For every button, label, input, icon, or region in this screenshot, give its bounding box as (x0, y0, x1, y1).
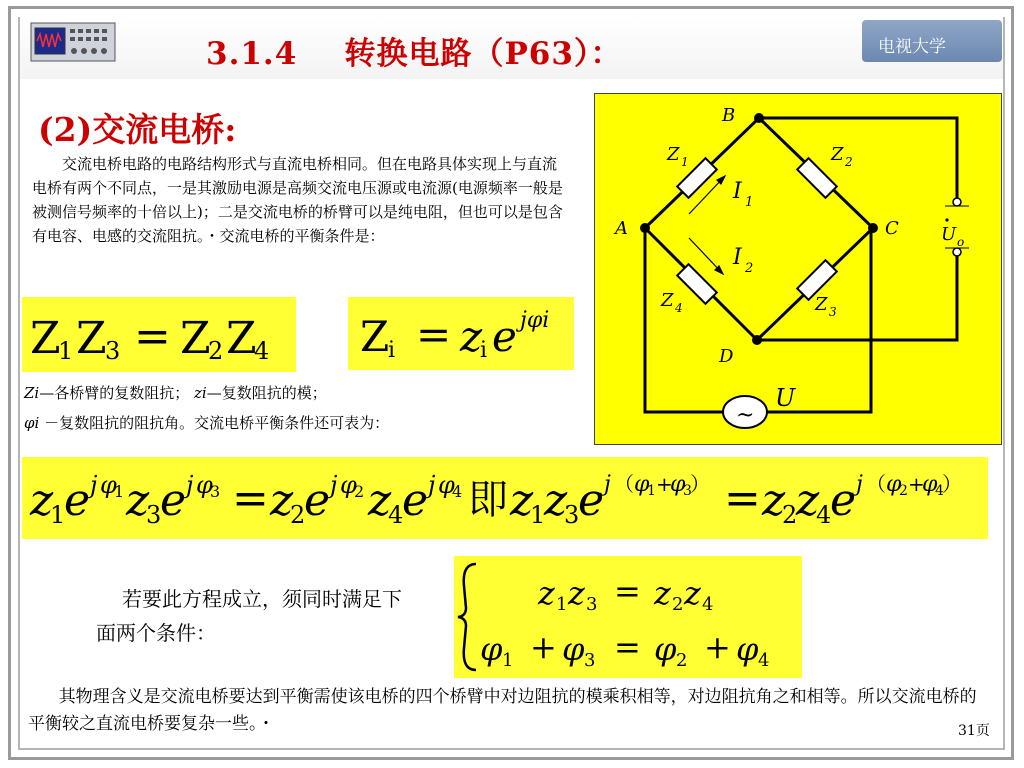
svg-text:j: j (186, 471, 194, 499)
formula-zi-polar (348, 297, 574, 370)
svg-text:4: 4 (452, 482, 463, 501)
svg-text:1: 1 (647, 483, 656, 499)
svg-text:j: j (90, 471, 98, 499)
label-Z1: Z (667, 144, 680, 165)
svg-text:φ: φ (100, 471, 117, 499)
svg-text:3: 3 (146, 501, 162, 529)
svg-text:1: 1 (114, 482, 125, 501)
svg-text:j: j (330, 471, 338, 499)
svg-text:φ: φ (562, 630, 585, 668)
svg-text:Z: Z (180, 313, 211, 364)
formula-conditions-system (454, 556, 802, 678)
svg-text:4: 4 (702, 594, 714, 615)
svg-text:e: e (492, 312, 517, 361)
svg-text:z: z (684, 574, 701, 612)
node-C-label: C (885, 218, 899, 239)
svg-text:即: 即 (468, 477, 508, 523)
svg-text:1: 1 (530, 501, 546, 529)
symbol-definitions (24, 378, 584, 438)
node-A-label: A (615, 218, 628, 239)
svg-text:Z: Z (76, 313, 107, 364)
label-U-source: U (775, 384, 796, 412)
svg-text:jφi: jφi (520, 308, 550, 333)
svg-text:（: （ (614, 472, 634, 496)
svg-text:3: 3 (584, 650, 596, 671)
conditions-text: 若要此方程成立，须同时满足下面两个条件： (96, 587, 402, 645)
node-B-label: B (722, 105, 736, 126)
svg-text:1: 1 (745, 195, 754, 210)
svg-text:j: j (604, 472, 611, 497)
svg-text:（: （ (866, 472, 886, 496)
svg-text:+: + (908, 472, 925, 496)
svg-text:2: 2 (676, 650, 688, 671)
symbol-phi-i: φi (24, 414, 40, 432)
svg-text:z: z (510, 475, 534, 526)
svg-text:3: 3 (564, 501, 580, 529)
svg-text:）: ） (942, 472, 962, 496)
definition-phi-i: －复数阻抗的阻抗角。交流电桥平衡条件还可表为： (39, 414, 390, 432)
ac-source-symbol: ~ (736, 403, 755, 428)
svg-text:3: 3 (105, 337, 121, 365)
svg-text:φ: φ (480, 630, 503, 668)
svg-text:3: 3 (683, 483, 692, 499)
section-subtitle: (2)交流电桥: (38, 110, 237, 149)
definition-line-1 (24, 378, 584, 408)
svg-text:z: z (126, 475, 150, 526)
definition-Zi: —各桥臂的复数阻抗； (39, 384, 190, 402)
svg-text:e: e (304, 475, 331, 526)
svg-text:φ: φ (654, 630, 677, 668)
svg-text:2: 2 (354, 482, 365, 501)
label-Z2: Z (831, 144, 844, 165)
svg-text:=: = (614, 628, 641, 666)
physical-meaning-paragraph: 其物理含义是交流电桥要达到平衡需使该电桥的四个桥臂中对边阻抗的模乘积相等，对边阻抗角之和相等。所以交流电桥的平衡较之直流电桥要复杂一些。・ (28, 687, 977, 734)
school-label: 电视大学 (878, 37, 946, 57)
svg-text:2: 2 (672, 594, 684, 615)
svg-text:j: j (428, 471, 436, 499)
svg-text:e: e (160, 475, 187, 526)
svg-text:=: = (614, 572, 641, 610)
svg-text:+: + (656, 472, 673, 496)
page-number: 31页 (958, 723, 990, 739)
svg-text:）: ） (690, 472, 710, 496)
svg-text:φ: φ (922, 472, 938, 497)
svg-text:z: z (30, 475, 54, 526)
svg-text:2: 2 (290, 501, 306, 529)
definition-line-2 (24, 408, 584, 438)
svg-text:j: j (856, 472, 863, 497)
svg-text:e: e (830, 475, 857, 526)
svg-text:i: i (388, 338, 396, 363)
svg-text:4: 4 (758, 650, 770, 671)
label-Z3: Z (815, 294, 828, 315)
svg-text:1: 1 (50, 501, 66, 529)
svg-text:3: 3 (210, 482, 221, 501)
label-Uo-output: U (941, 224, 957, 245)
svg-text:3: 3 (586, 594, 598, 615)
svg-text:z: z (538, 574, 555, 612)
svg-text:3: 3 (829, 305, 837, 319)
svg-text:z: z (654, 574, 671, 612)
svg-text:φ: φ (736, 630, 759, 668)
svg-text:e: e (64, 475, 91, 526)
definition-zi: —复数阻抗的模； (206, 384, 327, 402)
symbol-zi: zi (194, 384, 207, 402)
svg-text:Z: Z (226, 313, 257, 364)
svg-text:z: z (368, 475, 392, 526)
svg-text:i: i (480, 338, 488, 363)
svg-text:1: 1 (556, 594, 568, 615)
svg-text:4: 4 (816, 501, 832, 529)
formula-balance-exponential (22, 457, 988, 539)
svg-text:φ: φ (196, 471, 213, 499)
svg-text:4: 4 (675, 301, 683, 315)
svg-text:z: z (270, 475, 294, 526)
svg-text:=: = (232, 473, 269, 524)
svg-text:+: + (530, 628, 557, 666)
svg-text:=: = (416, 310, 452, 359)
svg-text:φ: φ (886, 472, 902, 497)
svg-text:o: o (957, 235, 965, 249)
svg-text:2: 2 (782, 501, 798, 529)
label-I2: I (733, 245, 742, 270)
svg-text:φ: φ (670, 472, 686, 497)
svg-text:φ: φ (340, 471, 357, 499)
svg-text:=: = (724, 473, 761, 524)
node-D-label: D (719, 346, 734, 367)
svg-text:z: z (796, 475, 820, 526)
label-I1: I (733, 179, 742, 204)
svg-text:4: 4 (254, 337, 270, 365)
svg-text:z: z (544, 475, 568, 526)
svg-text:4: 4 (388, 501, 404, 529)
intro-paragraph: 交流电桥电路的电路结构形式与直流电桥相同。但在电路具体实现上与直流电桥有两个不同点，一是其激励电源是高频交流电压源或电流源(电源频率一般是被测信号频率的十倍以上)；二是交流电桥的桥臂可以是纯电阻，但也可以是包含有电容、电感的交流阻抗。・交流电桥的平衡条件是： (32, 155, 563, 245)
oscilloscope-logo-icon (30, 22, 116, 62)
svg-text:z: z (460, 312, 483, 361)
label-Z4: Z (661, 290, 674, 311)
ac-bridge-circuit-diagram (594, 93, 1002, 445)
symbol-Zi: Zi (24, 384, 40, 402)
svg-text:2: 2 (745, 261, 754, 276)
svg-text:z: z (762, 475, 786, 526)
svg-text:2: 2 (208, 337, 224, 365)
svg-text:Z: Z (30, 313, 61, 364)
page-title: 3.1.4 转换电路（P63）： (206, 36, 623, 72)
svg-text:2: 2 (845, 155, 853, 169)
svg-text:1: 1 (58, 337, 74, 365)
svg-text:z: z (568, 574, 585, 612)
svg-text:φ: φ (634, 472, 650, 497)
svg-text:=: = (134, 311, 171, 362)
svg-text:1: 1 (681, 155, 689, 169)
svg-text:+: + (704, 628, 731, 666)
svg-text:4: 4 (935, 483, 944, 499)
formula-z1z3-z2z4 (22, 297, 296, 372)
svg-text:Z: Z (360, 312, 390, 361)
svg-text:φ: φ (438, 471, 455, 499)
svg-text:e: e (402, 475, 429, 526)
svg-text:2: 2 (899, 483, 908, 499)
svg-text:1: 1 (502, 650, 514, 671)
svg-text:e: e (578, 475, 605, 526)
